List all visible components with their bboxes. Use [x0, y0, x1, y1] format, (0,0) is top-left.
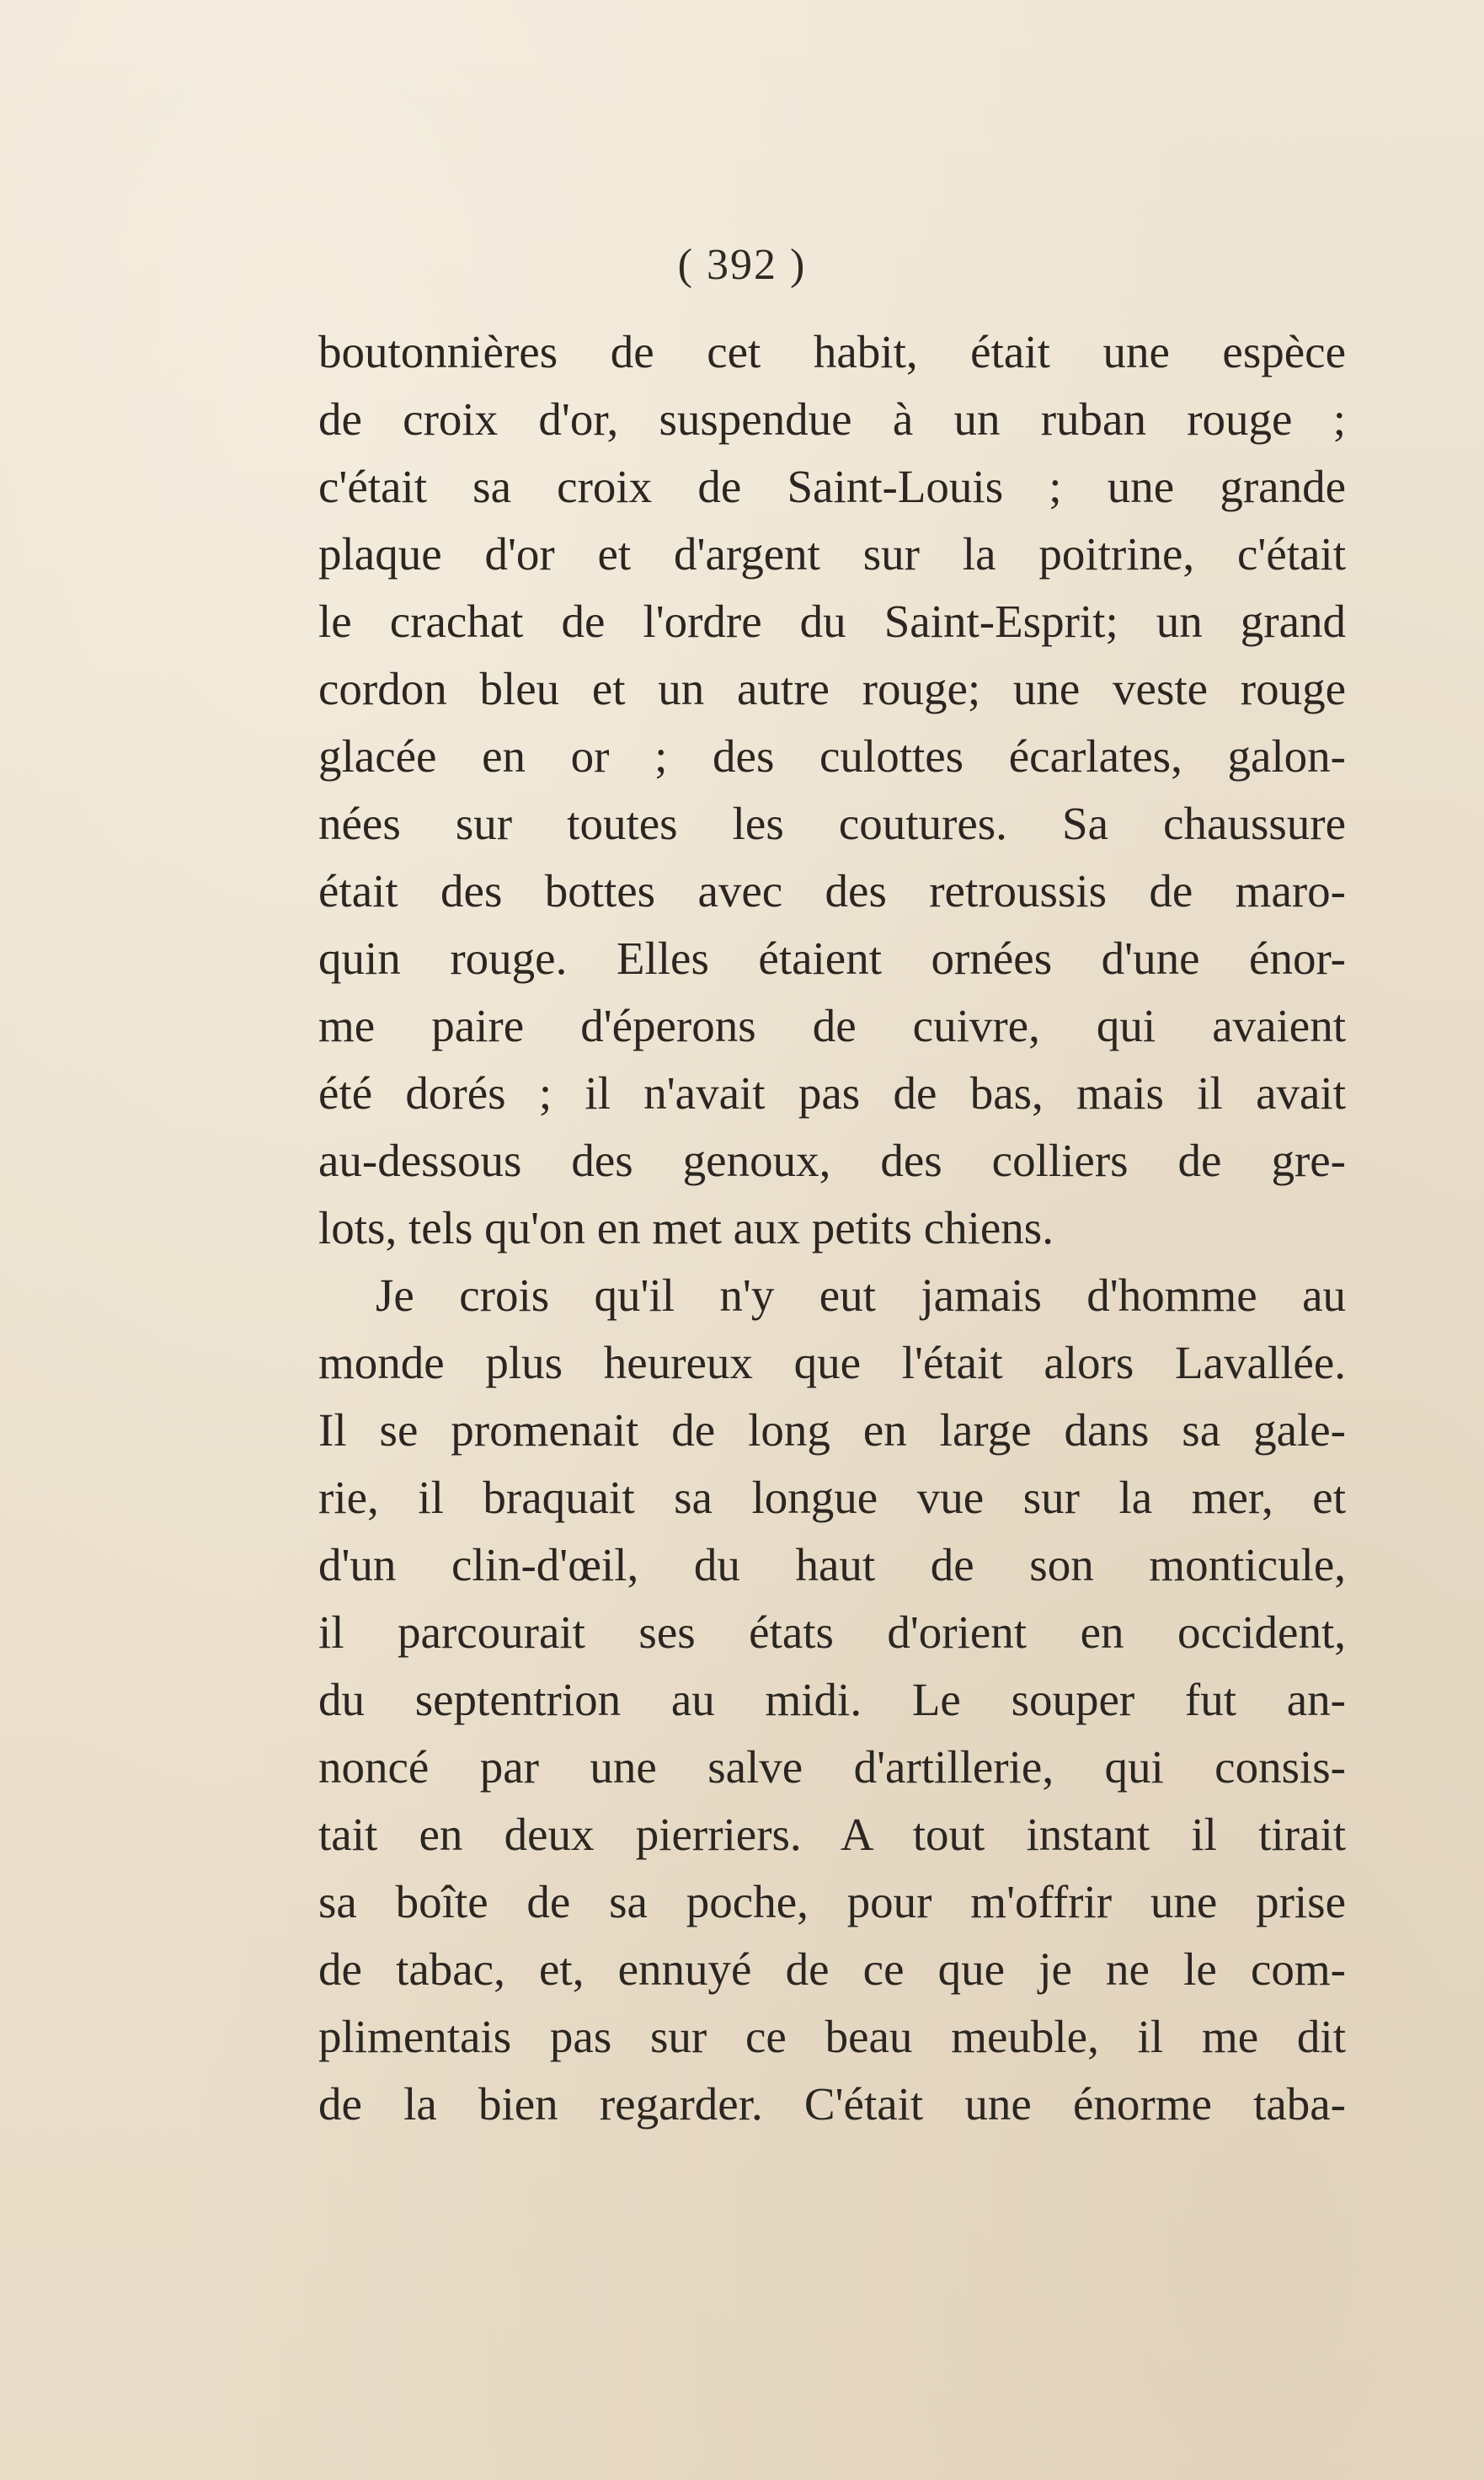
text-line: tait en deux pierriers. A tout instant il tirait	[318, 1809, 1346, 1860]
text-line: cordon bleu et un autre rouge; une veste rouge	[318, 663, 1346, 714]
text-line: plaque d'or et d'argent sur la poitrine, c'était	[318, 528, 1346, 580]
text-line: monde plus heureux que l'était alors Lavallée.	[318, 1337, 1346, 1388]
text-line: nées sur toutes les coutures. Sa chaussure	[318, 798, 1346, 849]
text-line: au-dessous des genoux, des colliers de gre-	[318, 1135, 1346, 1186]
text-line: de la bien regarder. C'était une énorme taba-	[318, 2078, 1346, 2130]
page-number: ( 392 )	[677, 241, 807, 289]
text-line: quin rouge. Elles étaient ornées d'une énor-	[318, 933, 1346, 984]
text-line: rie, il braquait sa longue vue sur la mer, et	[318, 1472, 1346, 1523]
paragraph-start-line: Je crois qu'il n'y eut jamais d'homme au	[376, 1269, 1346, 1321]
text-line: de tabac, et, ennuyé de ce que je ne le com-	[318, 1943, 1346, 1995]
text-line: était des bottes avec des retroussis de maro-	[318, 865, 1346, 917]
text-line: boutonnières de cet habit, était une espèce	[318, 326, 1346, 377]
text-line: sa boîte de sa poche, pour m'offrir une prise	[318, 1876, 1346, 1927]
text-line: plimentais pas sur ce beau meuble, il me dit	[318, 2011, 1346, 2062]
text-line: noncé par une salve d'artillerie, qui consis-	[318, 1741, 1346, 1793]
text-line: glacée en or ; des culottes écarlates, galon-	[318, 730, 1346, 782]
text-line: c'était sa croix de Saint-Louis ; une grande	[318, 461, 1346, 512]
text-line: le crachat de l'ordre du Saint-Esprit; un grand	[318, 596, 1346, 647]
text-line: du septentrion au midi. Le souper fut an-	[318, 1674, 1346, 1725]
paragraph-end-line: lots, tels qu'on en met aux petits chiens.	[318, 1202, 1054, 1253]
text-line: me paire d'éperons de cuivre, qui avaient	[318, 1000, 1346, 1051]
text-line: il parcourait ses états d'orient en occident,	[318, 1606, 1346, 1658]
text-line: de croix d'or, suspendue à un ruban rouge ;	[318, 393, 1346, 445]
text-line: d'un clin-d'œil, du haut de son monticule,	[318, 1539, 1346, 1590]
text-line: Il se promenait de long en large dans sa gale-	[318, 1404, 1346, 1456]
body-text	[318, 318, 1346, 2138]
text-line: été dorés ; il n'avait pas de bas, mais il avait	[318, 1067, 1346, 1119]
